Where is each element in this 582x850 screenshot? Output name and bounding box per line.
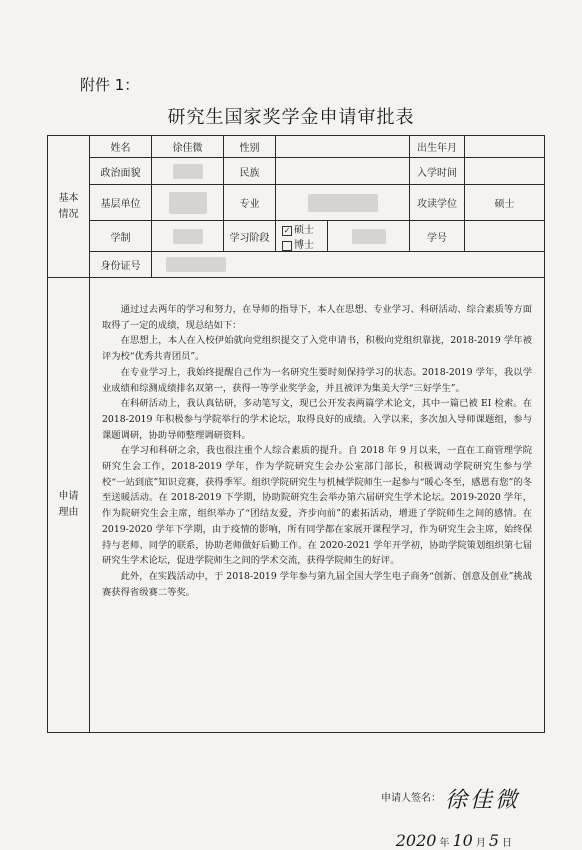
name-value: 徐佳微: [152, 136, 224, 158]
enroll-value: [465, 158, 545, 185]
reason-paragraph: 此外，在实践活动中，于 2018-2019 学年参与第九届全国大学生电子商务“创新、创意及创业”挑战赛获得省级赛二等奖。: [102, 570, 532, 598]
ethnic-label: 民族: [224, 158, 276, 185]
basic-section-label-2: 情况: [58, 208, 79, 220]
major-label: 专业: [224, 185, 276, 221]
political-label: 政治面貌: [90, 158, 152, 185]
redacted-block: [308, 194, 378, 212]
row-reason: [48, 278, 545, 733]
reason-section-label: 申请: [58, 491, 79, 502]
stage-option-master[interactable]: ✓ 硕士: [283, 225, 314, 236]
basic-section-label: 基本: [58, 192, 79, 204]
reason-paragraph: 在专业学习上，我始终提醒自己作为一名研究生要时刻保持学习的状态。2018-2019 学年，我以学业成绩和综测成绩排名双第一，获得一等学业奖学金，并且被评为集美大学“三好学生”。: [102, 366, 532, 394]
redacted-block: [166, 257, 226, 272]
gender-label: 性别: [224, 136, 276, 158]
student-no-label: 学号: [410, 221, 465, 252]
enroll-label: 入学时间: [410, 158, 465, 185]
reason-paragraph: 在学习和科研之余，我也很注重个人综合素质的提升。自 2018 年 9 月以来，一直在工商管理学院研究生会工作，2018-2019 学年，作为学院研究生会办公室部门部长，积极调动学院研究生参与学校“一站到底”知识竞赛，获得季军。组织学院研究生与机械学院师生一起参与“暖心冬至，感恩有您”的冬至送暖活动。在 2018-2019 下学期，协助院研究生会举办第六届研究生学术论坛。2019-2020 学年，作为院研究生会主席，组织举办了“团结友爱，齐步向前”的素拓活动，增进了学院师生之间的感情。在 2019-2020 学年下学期，由于疫情的影响，所有同学都在家展开课程学习，作为研究生会主席，始终保持与老师、同学的联系，协助老师做好后勤工作。在 2020-2021 学年开学初，协助学院策划组织第七届研究生学术论坛，促进学院师生之间的学术交流，获得学院师生的好评。: [102, 445, 532, 567]
row-duration: [48, 221, 545, 252]
birth-label: 出生年月: [410, 136, 465, 158]
stage-extra: [328, 221, 410, 252]
id-value: [152, 252, 545, 278]
date-year: 2020: [395, 831, 437, 850]
date-line: [393, 831, 512, 850]
stage-option-phd[interactable]: 博士: [282, 236, 327, 251]
application-form-table: [47, 135, 545, 850]
redacted-block: [352, 229, 386, 244]
reason-section-label-2: 理由: [58, 507, 79, 518]
duration-label: 学制: [90, 221, 152, 252]
name-label: 姓名: [90, 136, 152, 158]
redacted-block: [173, 229, 203, 244]
redacted-block: [169, 192, 207, 214]
degree-value: 硕士: [465, 185, 545, 221]
unit-label: 基层单位: [90, 185, 152, 221]
stage-options: [276, 221, 328, 252]
reason-paragraph: 通过过去两年的学习和努力，在导师的指导下，本人在思想、专业学习、科研活动、综合素质等方面取得了一定的成绩，现总结如下：: [102, 304, 532, 331]
gender-value: [276, 136, 410, 158]
signature-line: [381, 783, 520, 814]
empty-box-icon: [282, 241, 292, 251]
duration-value: [152, 221, 224, 252]
row-name: [48, 136, 545, 158]
checked-box-icon: ✓: [283, 225, 291, 235]
date-day: 5: [488, 831, 499, 850]
stage-label: 学习阶段: [224, 221, 276, 252]
document-title: 研究生国家奖学金申请审批表: [167, 107, 415, 128]
reason-text: [90, 278, 544, 600]
birth-value: [465, 136, 545, 158]
handwritten-signature: 徐佳微: [444, 788, 520, 813]
major-value: [276, 185, 410, 221]
reason-section-cell: [48, 278, 90, 733]
month-unit: 月: [475, 838, 486, 849]
year-unit: 年: [439, 838, 450, 849]
reason-paragraph: 在思想上，本人在入校伊始就向党组织提交了入党申请书，积极向党组织靠拢，2018-2019 学年被评为校“优秀共青团员”。: [102, 335, 532, 363]
row-id: [48, 252, 545, 278]
day-unit: 日: [502, 838, 512, 849]
reason-cell: [90, 278, 545, 850]
basic-section-cell: [48, 136, 90, 278]
unit-value: [152, 185, 224, 221]
signature-label: 申请人签名：: [380, 793, 441, 804]
annex-label: 附件 1：: [80, 76, 140, 94]
row-political: [48, 158, 545, 185]
row-unit: [48, 185, 545, 221]
redacted-block: [173, 164, 203, 179]
student-no-value: [465, 221, 545, 252]
political-value: [152, 158, 224, 185]
reason-paragraph: 在科研活动上，我认真钻研，多动笔写文，现已公开发表两篇学术论文，其中一篇已被 EI 检索。在 2018-2019 年积极参与学院举行的学术论坛，取得良好的成绩。入学以来，多次加入导师课题组，参与课题调研，协助导师整理调研资料。: [102, 398, 532, 441]
ethnic-value: [276, 158, 410, 185]
id-label: 身份证号: [90, 252, 152, 278]
date-month: 10: [452, 831, 473, 850]
degree-label: 攻读学位: [410, 185, 465, 221]
